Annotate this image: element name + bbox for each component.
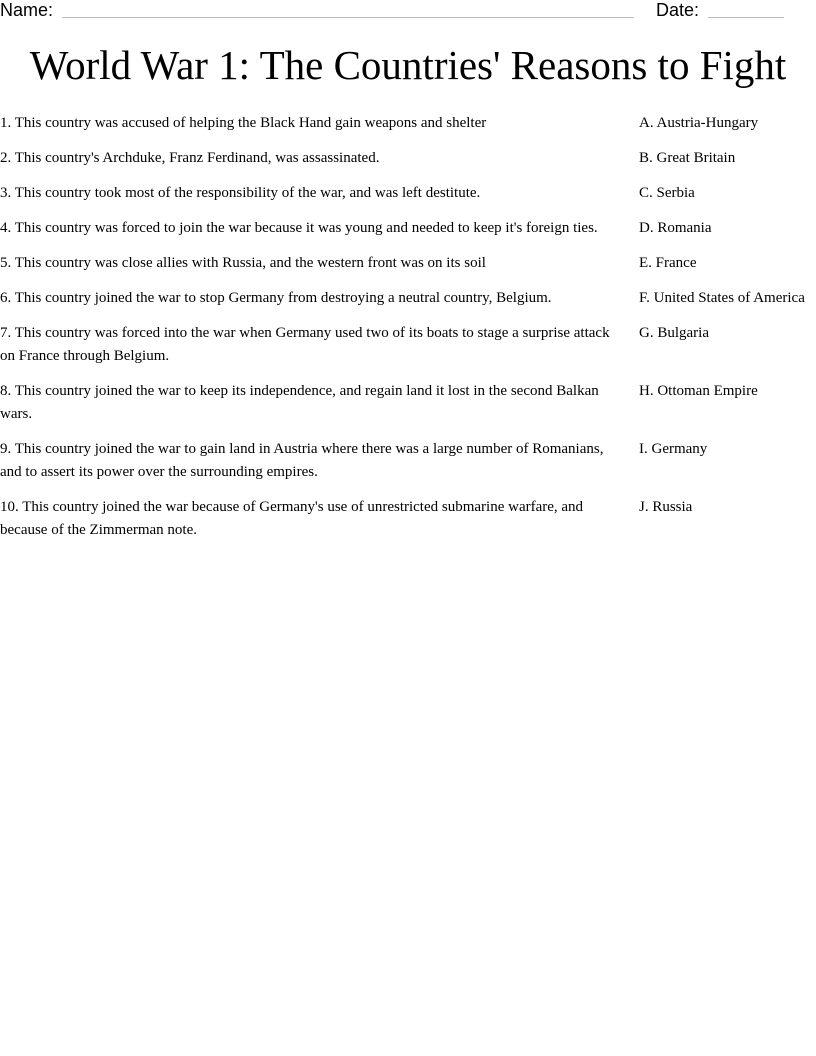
question-item: 2. This country's Archduke, Franz Ferdinand, was assassinated. — [0, 150, 380, 166]
matching-row — [0, 287, 816, 310]
matching-row — [0, 496, 816, 542]
question-item: 10. This country joined the war because of Germany's use of unrestricted submarine warfare, and because of the Zimmerman note. — [0, 499, 584, 538]
answer-option: G. Bulgaria — [639, 325, 709, 341]
matching-row — [0, 112, 816, 135]
matching-row — [0, 252, 816, 275]
answer-option: H. Ottoman Empire — [639, 383, 758, 399]
matching-list — [0, 112, 816, 554]
answer-option: F. United States of America — [639, 290, 805, 306]
question-item: 3. This country took most of the responsibility of the war, and was left destitute. — [0, 185, 481, 201]
worksheet-title: World War 1: The Countries' Reasons to Fight — [29, 42, 787, 88]
matching-row — [0, 380, 816, 426]
answer-option: J. Russia — [639, 499, 693, 515]
matching-row — [0, 182, 816, 205]
answer-option: I. Germany — [639, 441, 708, 457]
name-date-header — [0, 0, 816, 24]
question-item: 1. This country was accused of helping the Black Hand gain weapons and shelter — [0, 115, 487, 131]
answer-option: A. Austria-Hungary — [639, 115, 759, 131]
date-blank-line — [708, 17, 784, 18]
name-label: Name: — [0, 0, 54, 20]
answer-option: C. Serbia — [639, 185, 695, 201]
answer-option: B. Great Britain — [639, 150, 736, 166]
question-item: 4. This country was forced to join the war because it was young and needed to keep it's foreign ties. — [0, 220, 598, 236]
name-blank-line — [62, 17, 634, 18]
matching-row — [0, 322, 816, 368]
matching-row — [0, 438, 816, 484]
question-item: 7. This country was forced into the war when Germany used two of its boats to stage a surprise attack on France through Belgium. — [0, 325, 610, 364]
answer-option: D. Romania — [639, 220, 712, 236]
question-item: 8. This country joined the war to keep its independence, and regain land it lost in the second Balkan wars. — [0, 383, 599, 422]
question-item: 9. This country joined the war to gain land in Austria where there was a large number of Romanians, and to assert its power over the surrounding empires. — [0, 441, 604, 480]
date-label: Date: — [656, 0, 700, 20]
answer-option: E. France — [639, 255, 697, 271]
matching-row — [0, 147, 816, 170]
question-item: 6. This country joined the war to stop Germany from destroying a neutral country, Belgium. — [0, 290, 552, 306]
matching-row — [0, 217, 816, 240]
question-item: 5. This country was close allies with Russia, and the western front was on its soil — [0, 255, 486, 271]
